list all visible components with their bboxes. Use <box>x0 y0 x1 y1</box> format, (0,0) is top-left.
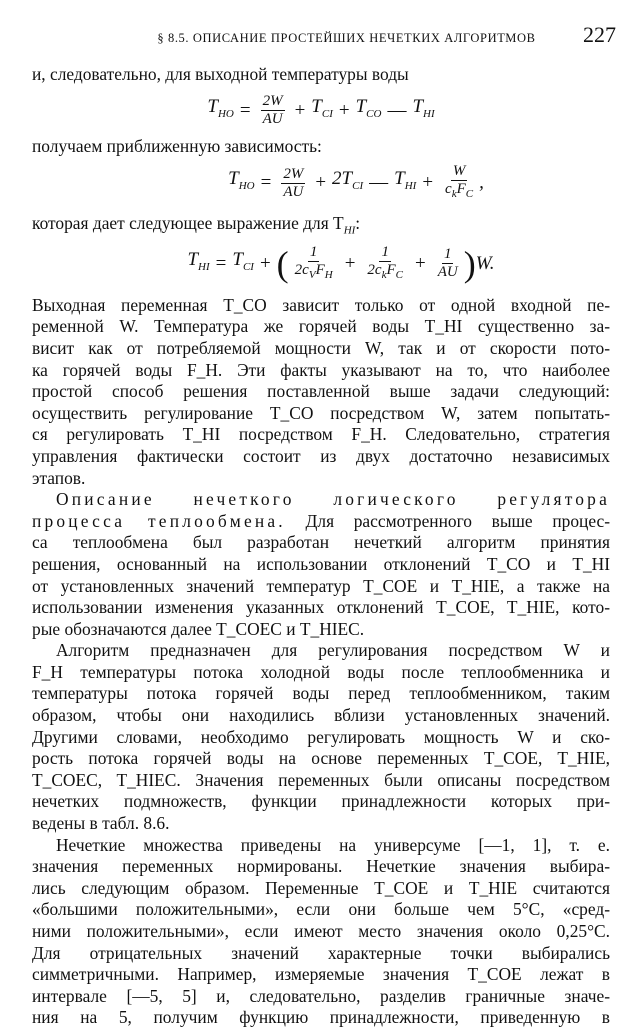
equation-2: $T_{HO}$ = $\frac{2W}{AU}$ + $2T_{CI}$ — $T_{HI}$ + $\frac{W}{c_kF_C}$ , <box>32 159 610 207</box>
text-line: нечетких подмножеств, функции принадлежности которых при- <box>32 791 610 812</box>
page-body <box>32 64 610 1029</box>
text-line: осуществить регулирование T_CO посредством W, затем попытать- <box>32 402 610 423</box>
eq3-fraction-2: $\frac{1}{2c_kF_C}$ <box>367 243 403 281</box>
paragraph-1 <box>32 295 610 489</box>
text-line: висит как от потребляемой мощности W, так и от скорости пото- <box>32 337 610 358</box>
text-line: Другими словами, необходимо регулировать мощность W и ско- <box>32 726 610 747</box>
p3-line: которая дает следующее выражение для $T_{HI}$: <box>32 213 361 237</box>
text-line: использовании изменения указанных отклонений T_COE, T_HIE, кото- <box>32 597 610 618</box>
eq3-fraction-3: $\frac{1}{AU}$ <box>437 246 458 281</box>
text-line: ния на 5, получим функцию принадлежности, приведенную в <box>32 1007 610 1028</box>
text-line: рость потока горячей воды на основе переменных T_COE, T_HIE, <box>32 748 610 769</box>
spaced-heading-line: Описание нечеткого логического регулятора <box>56 489 610 510</box>
paragraph-3 <box>32 640 610 834</box>
text-line: Выходная переменная T_CO зависит только от одной входной пе- <box>32 294 610 315</box>
text-line: решения, основанный на использовании отклонений T_CO и T_HI <box>32 553 610 574</box>
intro-line: и, следовательно, для выходной температуры воды <box>32 64 409 84</box>
equation-1: $T_{HO}$ = $\frac{2W}{AU}$ + $T_{CI}$ + $T_{CO}$ — $T_{HI}$ <box>207 93 435 128</box>
text-line: «большими положительными», если они больше чем 5°C, «сред- <box>32 899 610 920</box>
section-title: § 8.5. ОПИСАНИЕ ПРОСТЕЙШИХ НЕЧЕТКИХ АЛГОРИТМОВ <box>157 31 536 45</box>
eq1-fraction: $\frac{2W}{AU}$ <box>262 93 283 128</box>
text-line: Для отрицательных значений характерные точки выбирались <box>32 942 610 963</box>
text-line: ременной W. Температура же горячей воды T_HI существенно за- <box>32 316 610 337</box>
text-line: ся регулировать T_HI посредством F_H. Следовательно, стратегия <box>32 424 610 445</box>
eq1-lhs: $T_{HO}$ <box>207 95 234 120</box>
text-line: лись следующим образом. Переменные T_COE и T_HIE считаются <box>32 877 610 898</box>
text-line: управления фактически состоит из двух достаточно независимых <box>32 445 610 466</box>
text-line: процесса теплообмена. Для рассмотренного выше процес- <box>32 510 610 531</box>
eq2-fraction-2: $\frac{W}{c_kF_C}$ <box>445 163 474 201</box>
text-line: от установленных значений температур T_COE и T_HIE, а также на <box>32 575 610 596</box>
text-line: рые обозначаются далее T_COEC и T_HIEC. <box>32 618 365 639</box>
text-line: значения переменных нормированы. Нечеткие значения выбира- <box>32 856 610 877</box>
eq2-fraction-1: $\frac{2W}{AU}$ <box>283 165 304 200</box>
text-line: Алгоритм предназначен для регулирования посредством W и <box>56 640 610 661</box>
text-line: ними положительными», если имеют место значения около 0,25°C. <box>32 921 610 941</box>
text-line: простой способ решения поставленной выше задачи следующий: <box>32 381 610 402</box>
equation-3: $T_{HI}$ = $T_{CI}$ + ( $\frac{1}{2c_VF_H}$ + $\frac{1}{2c_kF_C}$ + $\frac{1}{AU}$ ) W. <box>187 243 495 284</box>
p2-line: получаем приближенную зависимость: <box>32 135 322 156</box>
running-header <box>30 22 616 56</box>
paragraph-2 <box>32 489 610 640</box>
eq3-fraction-1: $\frac{1}{2c_VF_H}$ <box>294 243 333 281</box>
text-line: са теплообмена был разработан нечеткий алгоритм принятия <box>32 532 610 553</box>
text-line: интервале [—5, 5] и, следовательно, разделив граничные значе- <box>32 985 610 1006</box>
text-line: симметричными. Например, измеряемые значения T_COE лежат в <box>32 964 610 985</box>
text-line: Нечеткие множества приведены на универсуме [—1, 1], т. е. <box>56 834 610 855</box>
text-line: образом, чтобы они находились вблизи установленных значений. <box>32 705 610 726</box>
text-line: ведены в табл. 8.6. <box>32 813 170 834</box>
text-line: температуры потока горячей воды перед теплообменником, таким <box>32 683 610 704</box>
text-line: T_COEC, T_HIEC. Значения переменных были описаны посредством <box>32 769 610 790</box>
page-number: 227 <box>583 22 616 47</box>
text-line: ка горячей воды F_H. Эти факты указывают на то, что наиболее <box>32 359 610 380</box>
text-line: этапов. <box>32 467 86 488</box>
text-line: F_H температуры потока холодной воды после теплообменника и <box>32 661 610 682</box>
